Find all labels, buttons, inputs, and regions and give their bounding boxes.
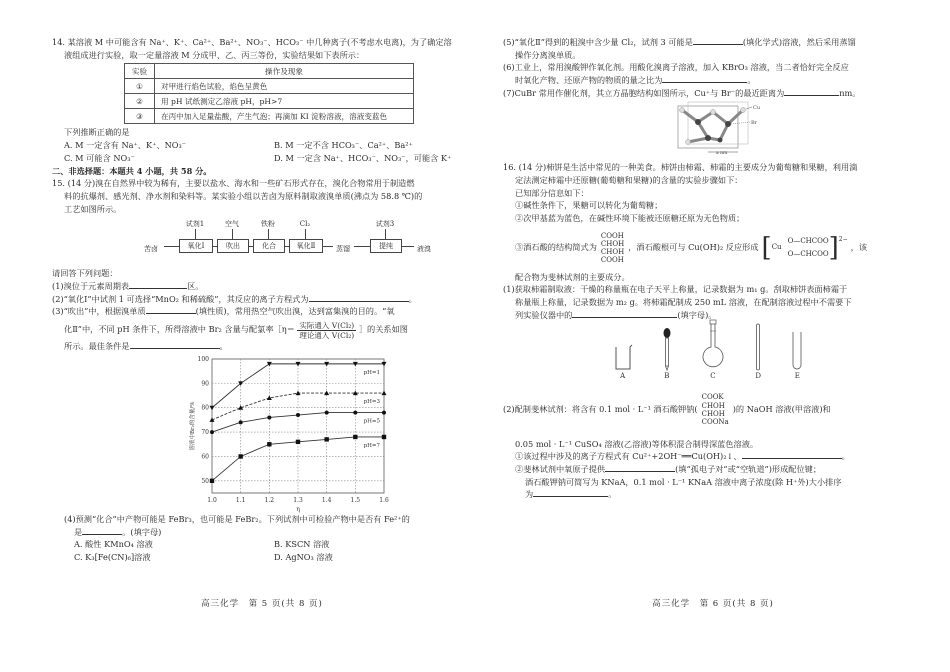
q15-sub5-text: (5)“氧化Ⅱ”得到的粗溴中含少量 Cl₂，试剂 3 可能是 — [503, 37, 693, 47]
apparatus-label: B — [664, 371, 670, 380]
q15-sub6-line2: 时氧化产物、还原产物的物质的量之比为 。 — [515, 75, 756, 86]
page-5-footer: 高三化学 第 5 页(共 8 页) — [201, 599, 323, 609]
flow-step-blowout: 吹出 — [217, 239, 249, 253]
q15-sub4-options-row2 — [52, 551, 472, 564]
q16-info-2: ②次甲基蓝为蓝色，在碱性环境下能被还原糖还原为无色物质； — [515, 213, 745, 224]
q15-sub3-line3 — [52, 340, 472, 353]
svg-text:100: 100 — [197, 355, 209, 363]
table-header-cell: 实验 — [125, 64, 155, 79]
q14-stem-line1: 14. 某溶液 M 中可能含有 Na⁺、K⁺、Ca²⁺、Ba²⁺、NO₃⁻、HCO₃⁻ 中几种离子(不考虑水电离)，为了确定溶 — [52, 37, 452, 47]
exam-page-6 — [503, 0, 923, 672]
q15-sub2-text: (2)“氧化Ⅰ”中试剂 1 可选择“MnO₂ 和稀硫酸”，其反应的离子方程式为 — [52, 293, 309, 304]
flow-input-label: 空气 — [225, 220, 239, 229]
q15-sub4-options-row1 — [52, 538, 472, 551]
q16-sub1-line1: (1)获取柿霜制取液：干燥的称量瓶在电子天平上称量，记录数据为 m₁ g。刮取柿饼表面柿霜于 — [503, 284, 848, 295]
flow-step-oxidation-1: 氧化Ⅰ — [179, 239, 213, 253]
q16-stem-line2: 定法测定柿霜中还原糖(葡萄糖和果糖)的含量的实验步骤如下： — [515, 174, 743, 185]
q16-info3-text: ③酒石酸的结构简式为 — [515, 242, 597, 253]
q15-prompt: 请回答下列问题： — [52, 268, 118, 279]
test-tube-icon — [791, 331, 803, 371]
q14-option-b: B. M 一定不含 HCO₃⁻、Ca²⁺、Ba²⁺ — [274, 140, 413, 151]
page-6-footer: 高三化学 第 6 页(共 8 页) — [652, 599, 774, 609]
q15-sub4-line2 — [52, 526, 472, 539]
q16-sub1-line2: 称量瓶上称量，记录数据为 m₂ g。将柿霜配制成 250 mL 溶液，在配制溶液过程中不需要下 — [515, 297, 852, 308]
svg-text:80: 80 — [201, 404, 209, 412]
svg-text:pH=7: pH=7 — [363, 442, 380, 449]
flow-arrow — [268, 229, 269, 239]
apparatus-volumetric-flask — [701, 319, 725, 382]
q16-sub2-text: 为 — [525, 489, 534, 500]
dropper-icon — [662, 327, 672, 371]
answer-blank[interactable] — [146, 305, 196, 314]
apparatus-label: A — [620, 371, 626, 380]
flow-input-label: 试剂1 — [185, 220, 205, 229]
flow-end-label: 液溴 — [417, 245, 431, 254]
chlorine-ratio-fraction — [297, 321, 356, 340]
q16-stem-line1: 16. (14 分)柿饼是生活中常见的一种美食。柿饼由柿霜、柿霜的主要成分为葡萄糖和果糖，利用滴 — [503, 162, 858, 173]
beaker-icon — [613, 343, 633, 371]
table-row — [125, 94, 414, 109]
struct-group: CHOH — [600, 247, 625, 256]
q16-sub2-part4 — [503, 488, 923, 501]
svg-text:溶液中Br₂的含量/%: 溶液中Br₂的含量/% — [190, 401, 196, 451]
q15-sub3-text: 所示。最佳条件是 — [64, 341, 130, 352]
flow-input-label: 铁粉 — [261, 220, 275, 229]
q15-sub7-unit: nm。 — [839, 87, 861, 98]
q15-sub3-text: (填性质)，常用热空气吹出溴，达到富集溴的目的。“氧 — [195, 306, 395, 317]
struct-group: COOH — [600, 231, 624, 240]
q15-sub3-line1 — [52, 305, 472, 318]
q14-question: 下列推断正确的是 — [64, 127, 130, 138]
fraction-numerator: 实际通入 V(Cl₂) — [299, 320, 355, 330]
answer-blank[interactable] — [130, 340, 220, 349]
complex-bottom-ligand: O—CHCOO — [787, 249, 829, 258]
q15-sub5-text: (填化学式)溶液，然后采用蒸馏 — [742, 37, 856, 47]
edge-length-label: a nm — [716, 150, 728, 156]
q16-sub2-line1 — [503, 382, 923, 438]
answer-blank[interactable] — [742, 450, 842, 459]
svg-text:1.0: 1.0 — [207, 496, 217, 504]
q15-sub6-line1: (6)工业上，常用溴酸钾作氧化剂。用酸化溴离子溶液，加入 KBrO₃ 溶液，当二者恰好完全反应 — [503, 62, 849, 73]
answer-blank[interactable] — [129, 280, 187, 289]
svg-text:50: 50 — [201, 477, 209, 485]
svg-text:1.6: 1.6 — [379, 496, 389, 504]
struct-group: CHOH — [701, 409, 725, 418]
svg-text:1.2: 1.2 — [264, 496, 275, 504]
answer-blank[interactable] — [784, 87, 839, 96]
q16-sub2-tail: 。 — [608, 489, 617, 500]
svg-text:70: 70 — [201, 428, 209, 436]
q15-sub4-option-b: B. KSCN 溶液 — [274, 539, 330, 550]
apparatus-glass-rod — [754, 323, 762, 382]
flow-arrow — [195, 229, 196, 239]
br2-content-line-chart — [184, 353, 414, 513]
q16-known: 已知部分信息如下： — [515, 187, 589, 198]
flow-arrow — [164, 246, 179, 247]
glass-rod-icon — [754, 323, 762, 371]
q14-experiment-table — [124, 63, 414, 124]
q16-info3-text: ，酒石酸根可与 Cu(OH)₂ 反应形成 — [628, 242, 759, 253]
q16-sub2-text: ②斐林试剂中氧原子提供 — [515, 463, 606, 474]
q16-sub2-text: )的 NaOH 溶液(甲溶液)和 — [732, 404, 831, 415]
q16-sub2-text: ①该过程中涉及的离子方程式有 Cu²⁺+2OH⁻══Cu(OH)₂↓、 — [515, 451, 742, 462]
svg-text:1.3: 1.3 — [293, 496, 303, 504]
struct-group: CHOH — [701, 401, 725, 410]
flow-arrow — [402, 246, 414, 247]
table-row — [125, 109, 414, 124]
flow-arrow — [232, 229, 233, 239]
complex-top-ligand: O—CHCOO — [787, 237, 829, 246]
q15-sub1 — [52, 280, 472, 293]
q14-stem-line2: 液组成进行实验，取一定量溶液 M 分成甲、乙、丙三等份，实验结果如下表所示： — [64, 49, 365, 60]
flow-arrow — [305, 229, 306, 239]
q14-options-row1 — [52, 139, 472, 152]
q15-sub4-option-c: C. K₃[Fe(CN)₆]溶液 — [74, 551, 151, 562]
q14-option-d: D. M 一定含 Na⁺、HCO₃⁻、NO₃⁻，可能含 K⁺ — [274, 152, 452, 163]
copper-complex-structure: [ Cu O—CHCOO O—CHCOO ] 2− — [761, 232, 848, 263]
flow-step-combination: 化合 — [253, 239, 285, 253]
flow-step-oxidation-2: 氧化Ⅱ — [289, 239, 323, 253]
q16-sub1-tail: (填字母)。 — [677, 309, 717, 320]
apparatus-dropper — [662, 327, 672, 382]
struct-group: COONa — [701, 417, 729, 426]
table-cell-desc: 在丙中加入足量盐酸，产生气泡；再滴加 KI 淀粉溶液，溶液变蓝色 — [155, 109, 414, 124]
svg-text:1.4: 1.4 — [321, 496, 332, 504]
struct-group: COOK — [701, 393, 724, 402]
flow-step-purify: 提纯 — [370, 239, 402, 253]
section-2-title: 二、非选择题：本题共 4 小题，共 58 分。 — [52, 165, 212, 176]
q15-sub7 — [503, 87, 923, 100]
q16-sub2-line2: 0.05 mol · L⁻¹ CuSO₄ 溶液(乙溶液)等体积混合制得深蓝色溶液。 — [515, 438, 759, 449]
complex-charge: 2− — [838, 235, 848, 243]
q15-sub3-text: ］的关系如图 — [358, 324, 408, 335]
q14-option-a: A. M 一定含有 Na⁺、K⁺、NO₃⁻ — [64, 140, 187, 151]
q14-options-row2 — [52, 152, 472, 165]
lab-apparatus-figure — [598, 322, 818, 382]
table-header-row — [125, 64, 414, 79]
table-cell-desc: 对甲进行焰色试验，焰色呈黄色 — [155, 79, 414, 94]
apparatus-beaker — [613, 343, 633, 382]
line-chart-svg — [184, 353, 414, 513]
q16-sub2-part2 — [503, 463, 923, 476]
svg-text:60: 60 — [201, 453, 209, 461]
struct-group: COOH — [600, 255, 624, 264]
flow-input-label: Cl₂ — [299, 220, 311, 229]
q15-sub4-tail: 。(填字母) — [122, 526, 162, 537]
fraction-denominator: 理论通入 V(Cl₂) — [299, 330, 355, 340]
answer-blank[interactable] — [693, 36, 743, 45]
answer-blank[interactable] — [572, 309, 677, 318]
q15-stem-line1: 15. (14 分)溴在自然界中较为稀有，主要以盐水、海水和一些矿石形式存在，溴化合物常用于制造燃 — [52, 178, 415, 189]
table-cell-num: ② — [125, 94, 155, 109]
apparatus-test-tube — [791, 331, 803, 382]
q15-process-flow-diagram — [52, 217, 472, 267]
q15-sub3-tail: 。 — [219, 341, 228, 352]
flow-arrow — [354, 246, 370, 247]
q15-stem-line2: 料的抗爆剂、感光剂、净水剂和染料等。某实验小组以苦卤为原料制取液溴单质(沸点为 58.8 ℃)的 — [64, 190, 423, 201]
q16-info-1: ①碱性条件下，果糖可以转化为葡萄糖； — [515, 200, 663, 211]
q16-sub2-text: (填“孤电子对”或“空轨道”)形成配位键； — [675, 463, 822, 474]
q16-info3-text: ，该 — [850, 242, 868, 253]
q16-info-3-cont: 配合物为斐林试剂的主要成分。 — [515, 271, 630, 282]
svg-text:90: 90 — [201, 380, 209, 388]
volumetric-flask-icon — [701, 319, 725, 371]
flow-input-label: 试剂3 — [375, 220, 395, 229]
answer-blank[interactable] — [309, 293, 409, 302]
q15-sub4-option-d: D. AgNO₃ 溶液 — [274, 551, 333, 562]
q15-sub4-line1: (4)预测“化合”中产物可能是 FeBr₃，也可能是 FeBr₂。下列试剂中可检验产物中是否有 Fe²⁺的 — [64, 513, 410, 524]
q14-option-c: C. M 可能含 NO₃⁻ — [64, 152, 135, 163]
svg-text:η: η — [296, 505, 300, 513]
apparatus-label: D — [755, 371, 761, 380]
q15-sub5-line2: 操作分离溴单质。 — [515, 49, 581, 60]
q16-sub1-text: 列实验仪器中的 — [515, 309, 573, 320]
svg-text:pH=5: pH=5 — [363, 418, 380, 425]
q15-sub3-text: (3)“吹出”中，根据溴单质 — [52, 306, 146, 317]
table-row — [125, 79, 414, 94]
flow-arrow — [385, 229, 386, 239]
svg-text:1.5: 1.5 — [350, 496, 361, 504]
table-cell-num: ① — [125, 79, 155, 94]
svg-text:pH=1: pH=1 — [363, 369, 380, 376]
answer-blank[interactable] — [605, 463, 675, 472]
cubr-unit-cell-figure — [658, 100, 768, 158]
q15-sub3-line2 — [52, 318, 472, 340]
struct-group: CHOH — [600, 239, 625, 248]
answer-blank[interactable] — [662, 74, 747, 83]
q15-sub7-text: (7)CuBr 常用作催化剂，其立方晶胞结构如图所示，Cu⁺与 Br⁻的最近距离为 — [503, 87, 785, 98]
apparatus-label: E — [794, 371, 800, 380]
tartaric-acid-structure — [601, 232, 624, 264]
table-cell-num: ③ — [125, 109, 155, 124]
q15-stem-line3: 工艺如图所示。 — [64, 203, 122, 214]
answer-blank[interactable] — [533, 488, 608, 497]
table-cell-desc: 用 pH 试纸测定乙溶液 pH，pH>7 — [155, 94, 414, 109]
svg-text:pH=3: pH=3 — [363, 398, 380, 405]
apparatus-label: C — [710, 371, 716, 380]
cu-label: Cu — [753, 104, 761, 111]
q16-sub2-text: (2)配制斐林试剂：将含有 0.1 mol · L⁻¹ 酒石酸钾钠( — [503, 404, 698, 415]
rochelle-salt-structure — [702, 393, 729, 425]
answer-blank[interactable] — [82, 526, 122, 535]
q15-sub5-line1 — [503, 36, 923, 49]
q15-sub3-text: 化Ⅱ”中，不同 pH 条件下，所得溶液中 Br₂ 含量与配氯率［η＝ — [64, 324, 295, 335]
q16-sub2-part1: ①该过程中涉及的离子方程式有 Cu²⁺+2OH⁻══Cu(OH)₂↓、 。 — [515, 451, 850, 462]
complex-metal: Cu — [771, 243, 782, 252]
q15-sub4-option-a: A. 酸性 KMnO₄ 溶液 — [74, 539, 153, 550]
flow-arrow — [323, 246, 333, 247]
exam-page-5 — [52, 0, 472, 672]
flow-distill-label: 蒸馏 — [336, 245, 350, 254]
q15-sub1-text: (1)溴位于元素周期表 — [52, 281, 130, 292]
flow-start-label: 苦卤 — [144, 245, 158, 254]
q15-sub4-text: 是 — [74, 526, 83, 537]
table-header-cell: 操作及现象 — [155, 64, 414, 79]
br-label: Br — [751, 119, 758, 126]
q16-sub2-part3: 酒石酸钾钠可简写为 KNaA，0.1 mol · L⁻¹ KNaA 溶液中离子浓度(除 H⁺外)大小排序 — [525, 476, 842, 487]
q15-sub1-tail: 区。 — [187, 281, 204, 292]
svg-text:1.1: 1.1 — [235, 496, 246, 504]
q16-info-3 — [503, 225, 923, 271]
q15-sub6-text: 时氧化产物、还原产物的物质的量之比为 — [515, 75, 663, 86]
q15-sub2: (2)“氧化Ⅰ”中试剂 1 可选择“MnO₂ 和稀硫酸”，其反应的离子方程式为 。 — [52, 293, 417, 304]
